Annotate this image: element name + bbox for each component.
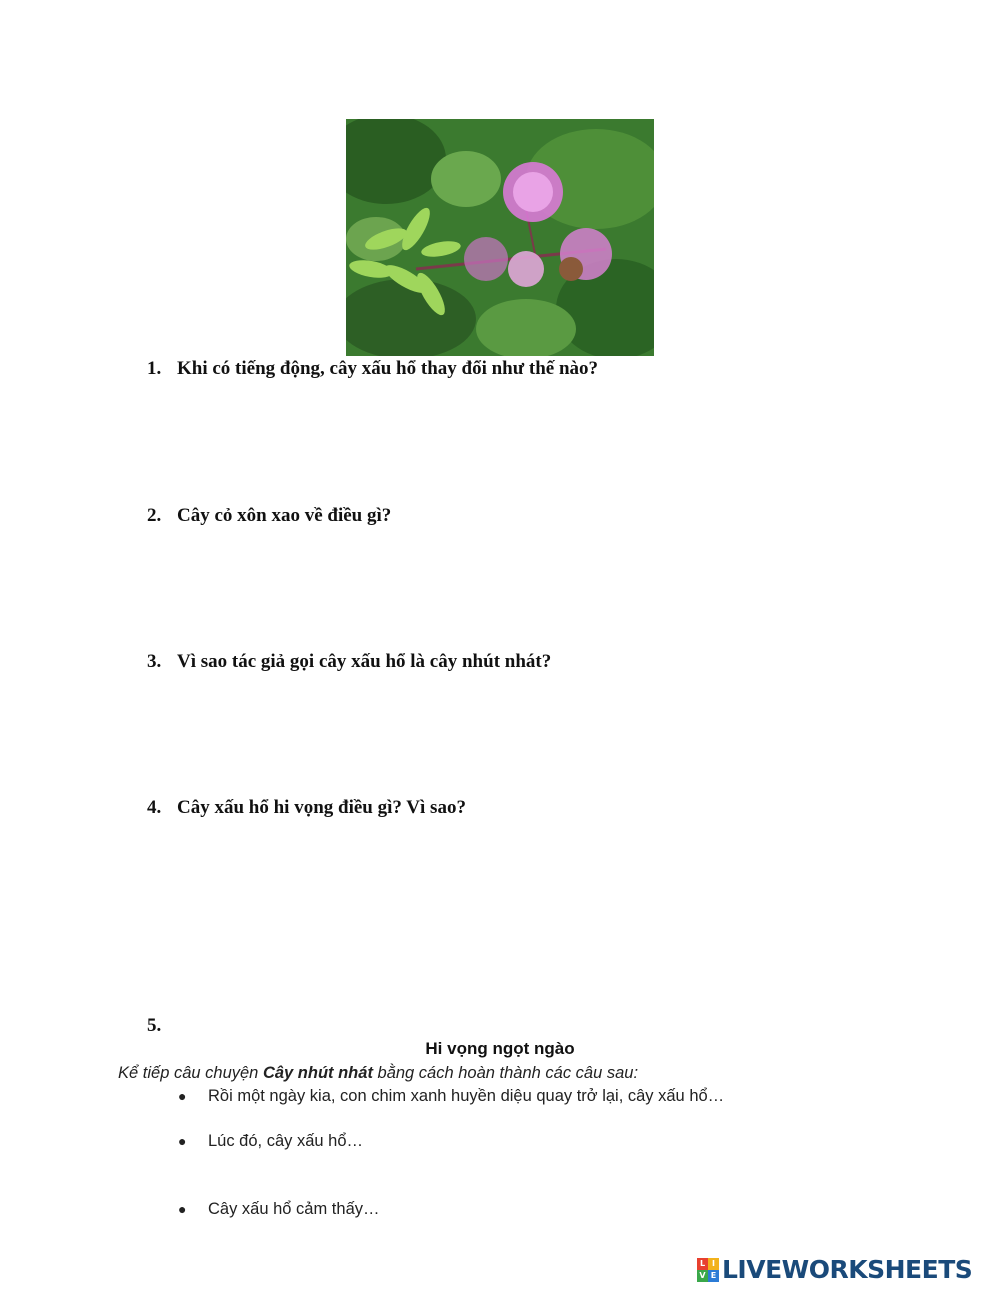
- question-1: [147, 357, 598, 381]
- instruction-text: [118, 1062, 638, 1084]
- logo-mark-letter: L: [697, 1258, 708, 1270]
- instruction-prefix: Kể tiếp câu chuyện: [118, 1064, 263, 1082]
- logo-mark-icon: [697, 1258, 719, 1282]
- bullet-icon: ●: [178, 1133, 187, 1149]
- list-item-text: Lúc đó, cây xấu hổ…: [208, 1132, 364, 1150]
- logo-mark-letter: V: [697, 1270, 708, 1282]
- logo-mark-letter: E: [708, 1270, 719, 1282]
- bullet-icon: ●: [178, 1088, 187, 1104]
- list-item-text: Rồi một ngày kia, con chim xanh huyền diệu quay trở lại, cây xấu hổ…: [208, 1087, 725, 1105]
- question-text: Khi có tiếng động, cây xấu hổ thay đổi như thế nào?: [177, 358, 599, 379]
- question-2: [147, 504, 391, 528]
- logo-text: LIVEWORKSHEETS: [722, 1255, 973, 1284]
- question-text: Vì sao tác giả gọi cây xấu hổ là cây nhút nhát?: [177, 651, 552, 672]
- section-title: Hi vọng ngọt ngào: [425, 1039, 575, 1058]
- question-3: [147, 650, 551, 674]
- list-item: [178, 1130, 363, 1152]
- question-5: [147, 1014, 177, 1038]
- question-number: 5.: [147, 1015, 162, 1036]
- question-number: 1.: [147, 358, 162, 379]
- list-item: [178, 1085, 724, 1107]
- bullet-icon: ●: [178, 1201, 187, 1217]
- liveworksheets-logo: [697, 1256, 972, 1284]
- list-item: [178, 1198, 380, 1220]
- question-text: Cây cỏ xôn xao về điều gì?: [177, 505, 392, 526]
- instruction-suffix: bằng cách hoàn thành các câu sau:: [372, 1064, 639, 1082]
- mimosa-plant-photo: [346, 119, 654, 356]
- list-item-text: Cây xấu hổ cảm thấy…: [208, 1200, 380, 1218]
- question-number: 4.: [147, 797, 162, 818]
- story-title: Cây nhút nhát: [262, 1064, 373, 1082]
- logo-mark-letter: I: [708, 1258, 719, 1270]
- question-number: 3.: [147, 651, 162, 672]
- question-text: Cây xấu hổ hi vọng điều gì? Vì sao?: [177, 797, 466, 818]
- question-number: 2.: [147, 505, 162, 526]
- question-4: [147, 796, 466, 820]
